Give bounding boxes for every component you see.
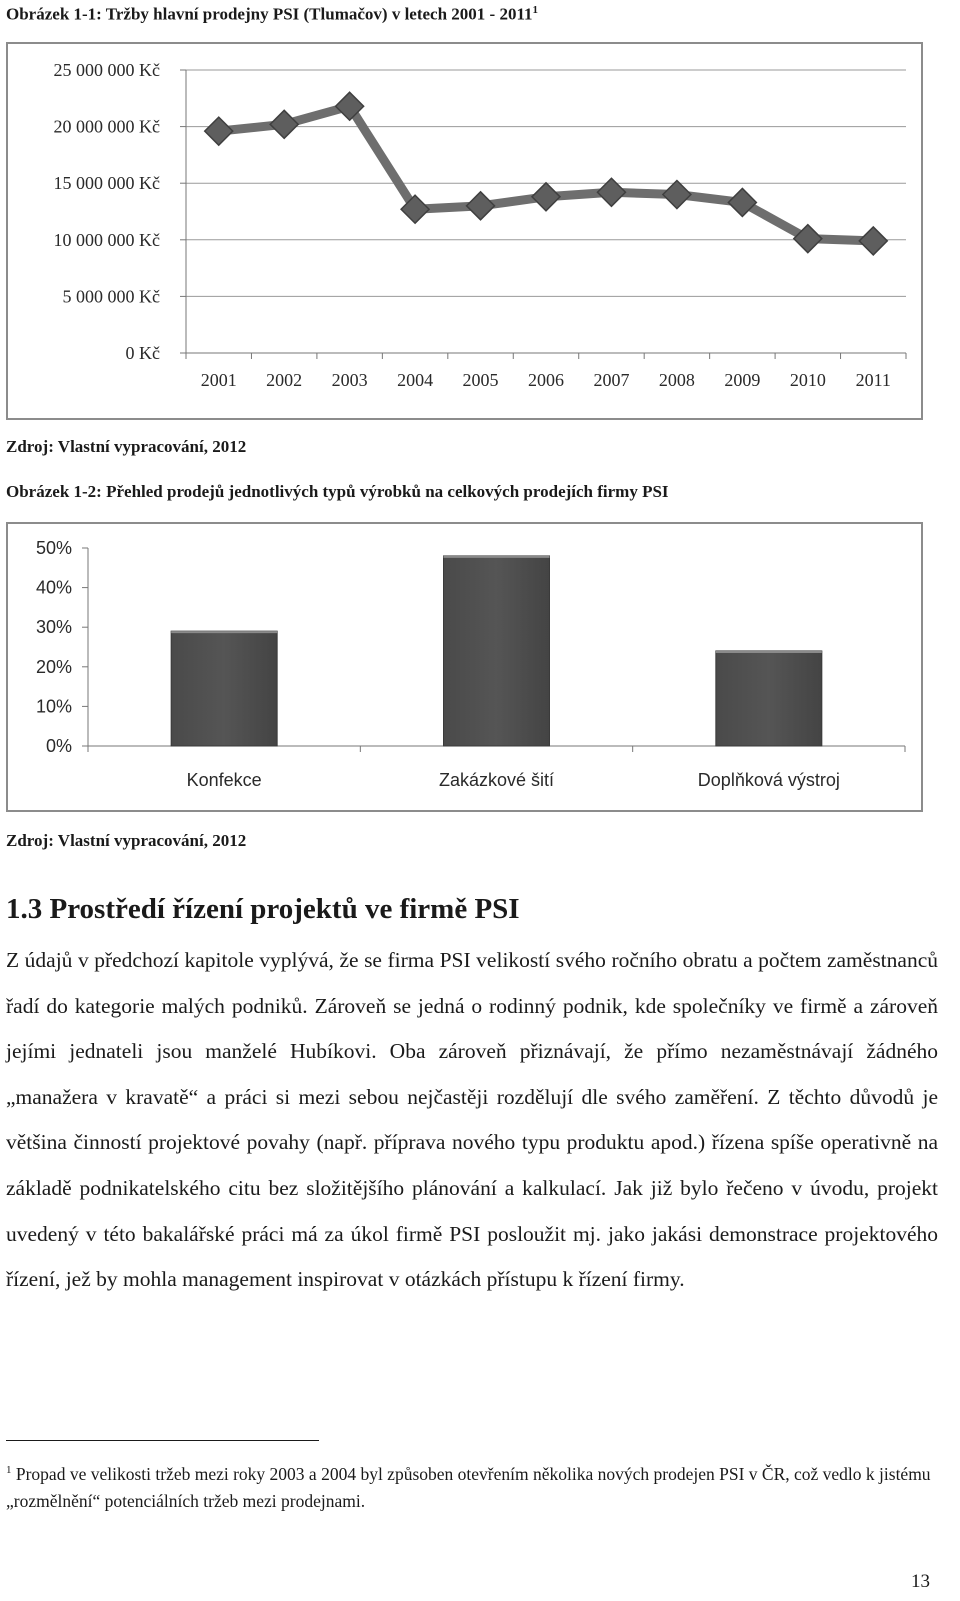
- x-tick-label: 2007: [593, 370, 630, 390]
- x-tick-label: 2011: [855, 370, 891, 390]
- y-tick-label: 40%: [35, 577, 72, 598]
- footnote-text: Propad ve velikosti tržeb mezi roky 2003 a 2004 byl způsoben otevřením několika nových prodejen PSI v ČR, což vedlo k jistému „rozmělnění“ potenciálních tržeb mezi prodejnami.: [6, 1463, 931, 1511]
- revenue-data-point: [859, 227, 887, 255]
- y-tick-label: 10%: [35, 696, 72, 717]
- page-number: 13: [911, 1571, 930, 1592]
- x-tick-label: 2008: [658, 370, 695, 390]
- y-tick-label: 30%: [35, 617, 72, 638]
- y-tick-label: 15 000 000 Kč: [53, 173, 160, 194]
- y-tick-label: 25 000 000 Kč: [53, 60, 160, 80]
- x-category-label: Konfekce: [186, 770, 262, 790]
- x-category-label: Doplňková výstroj: [697, 770, 840, 790]
- y-tick-label: 20%: [35, 656, 72, 677]
- x-tick-label: 2001: [200, 370, 237, 390]
- x-tick-label: 2010: [789, 370, 826, 390]
- y-tick-label: 10 000 000 Kč: [53, 229, 160, 250]
- x-tick-label: 2006: [528, 370, 564, 390]
- footnote-number: 1: [6, 1464, 12, 1476]
- y-tick-label: 5 000 000 Kč: [62, 286, 160, 307]
- revenue-data-point: [663, 181, 691, 209]
- figure-2-caption: Obrázek 1-2: Přehled prodejů jednotlivých typů výrobků na celkových prodejích firmy PSI: [6, 482, 669, 501]
- y-tick-label: 20 000 000 Kč: [53, 116, 160, 137]
- revenue-line-chart: [6, 42, 923, 420]
- y-tick-label: 0%: [45, 736, 72, 756]
- x-tick-label: 2003: [331, 370, 368, 390]
- revenue-data-point: [532, 183, 560, 211]
- category-bar: [716, 651, 822, 746]
- figure-1-caption: Obrázek 1-1: Tržby hlavní prodejny PSI (Tlumačov) v letech 2001 - 2011$^1$: [6, 4, 539, 24]
- revenue-data-point: [597, 178, 625, 206]
- figure-1-source: Zdroj: Vlastní vypracování, 2012: [6, 437, 247, 456]
- x-category-label: Zakázkové šití: [438, 770, 555, 790]
- revenue-data-point: [270, 110, 298, 138]
- footnote: [6, 1457, 938, 1515]
- x-tick-label: 2005: [462, 370, 499, 390]
- product-share-bar-chart: [6, 522, 923, 812]
- y-tick-label: 50%: [35, 538, 72, 558]
- revenue-line-chart-svg: [8, 44, 925, 422]
- x-tick-label: 2004: [397, 370, 434, 390]
- y-tick-label: 0 Kč: [125, 343, 160, 363]
- product-share-bar-chart-svg: [8, 524, 925, 814]
- section-heading: 1.3 Prostředí řízení projektů ve firmě PSI: [6, 893, 520, 925]
- x-tick-label: 2002: [266, 370, 303, 390]
- revenue-data-point: [467, 192, 495, 220]
- footnote-reference: 1: [532, 4, 539, 16]
- section-paragraph: Z údajů v předchozí kapitole vyplývá, že se firma PSI velikostí svého ročního obratu a počtem zaměstnanců řadí do kategorie malých podniků. Zároveň se jedná o rodinný podnik, kde společníky ve firmě a zároveň jejími jednateli jsou manželé Hubíkovi. Oba zároveň přiznávají, že přímo nezaměstnávají žádného „manažera v kravatě“ a práci si mezi sebou nejčastěji rozdělují dle svého zaměření. Z těchto důvodů je většina činností projektové povahy (např. příprava nového typu produktu apod.) řízena spíše operativně na základě podnikatelského citu bez složitějšího plánování a kalkulací. Jak již bylo řečeno v úvodu, projekt uvedený v této bakalářské práci má za úkol firmě PSI posloužit mj. jako jakási demonstrace projektového řízení, jež by mohla management inspirovat v otázkách přístupu k řízení firmy.: [6, 948, 938, 1292]
- revenue-data-point: [205, 117, 233, 145]
- footnote-divider: [6, 1440, 319, 1441]
- category-bar: [444, 556, 550, 746]
- category-bar: [171, 631, 277, 746]
- x-tick-label: 2009: [724, 370, 761, 390]
- figure-2-source: Zdroj: Vlastní vypracování, 2012: [6, 831, 247, 850]
